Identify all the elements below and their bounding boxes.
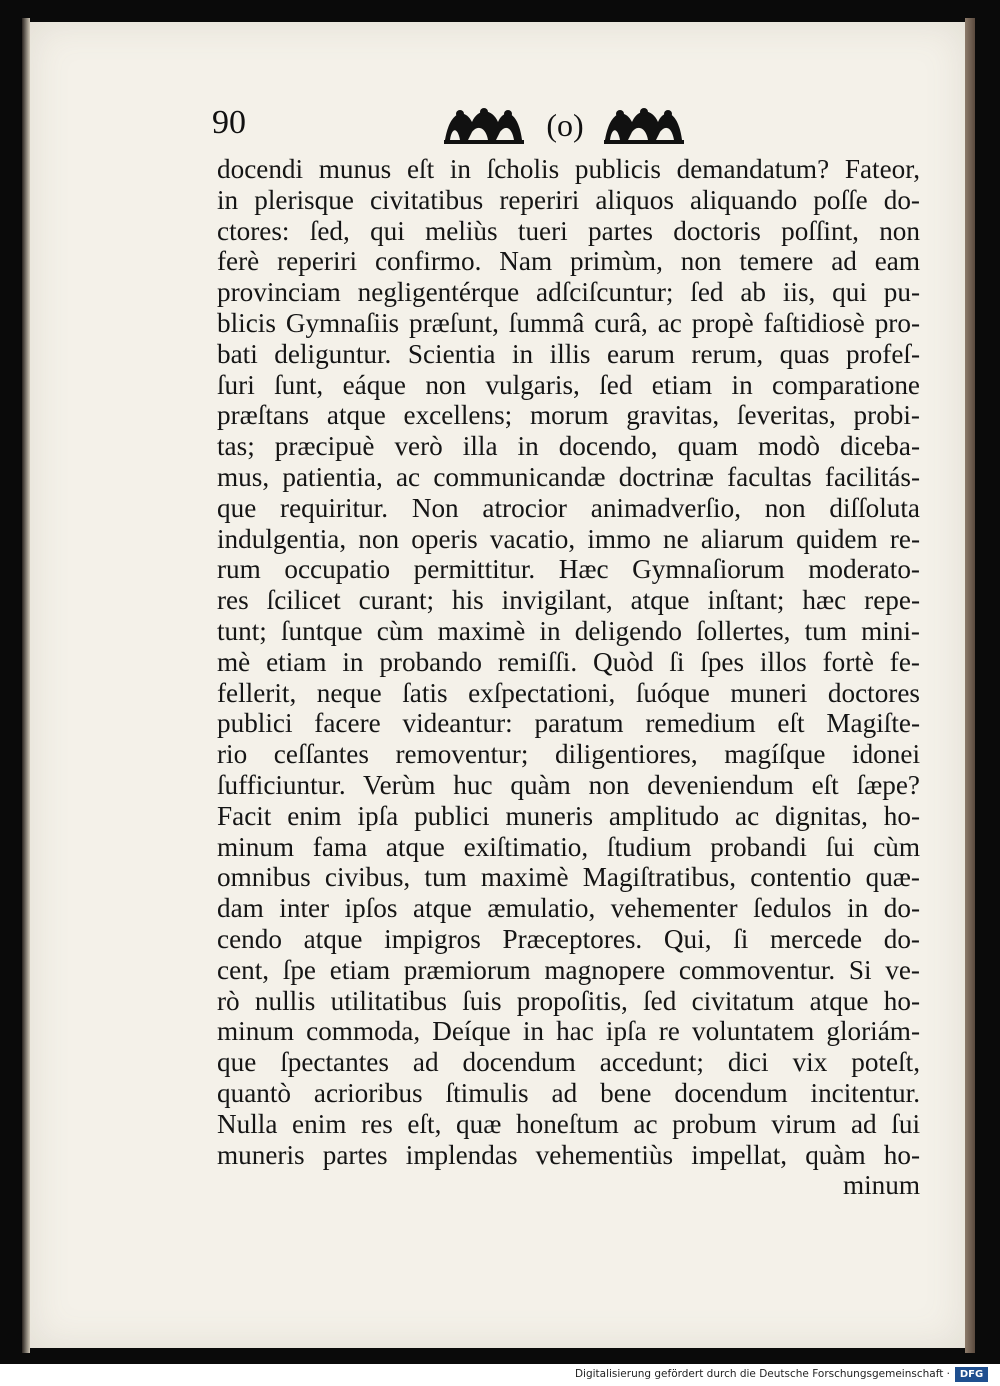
text-line: cent, ſpe etiam præmiorum magnopere commoventur. Si ve- [217,954,920,985]
text-line: mè etiam in probando remiſſi. Quòd ſi ſpes illos fortè fe- [217,646,920,677]
text-line: indulgentia, non operis vacatio, immo ne aliarum quidem re- [217,523,920,554]
page-edge [965,18,975,1353]
text-line: que requiritur. Non atrocior animadverſio, non diſſoluta [217,492,920,523]
text-line: præſtans atque excellens; morum gravitas, ſeveritas, probi- [217,400,920,431]
text-line: bati deliguntur. Scientia in illis earum rerum, quas profeſ- [217,338,920,369]
text-line: cendo atque impigros Præceptores. Qui, ſi mercede do- [217,923,920,954]
text-line: provinciam negligentérque adſciſcuntur; ſed ab iis, qui pu- [217,277,920,308]
header-ornament [440,100,690,148]
text-line: Nulla enim res eſt, quæ honeſtum ac probum virum ad ſui [217,1108,920,1139]
page-header [212,100,932,148]
text-line: omnibus civibus, tum maximè Magiſtratibus, contentio quæ- [217,862,920,893]
text-line: dam inter ipſos atque æmulatio, vehementer ſedulos in do- [217,893,920,924]
text-line: fellerit, neque ſatis exſpectationi, ſuóque muneri doctores [217,677,920,708]
text-line: que ſpectantes ad docendum accedunt; dici vix poteſt, [217,1047,920,1078]
text-line: Facit enim ipſa publici muneris amplitudo ac dignitas, ho- [217,800,920,831]
ornament-center: (o) [546,107,584,143]
text-line: ctores: ſed, qui meliùs tueri partes doctoris poſſint, non [217,215,920,246]
catchword: minum [842,1170,920,1201]
text-line: in plerisque civitatibus reperiri aliquos aliquando poſſe do- [217,184,920,215]
text-line: rum occupatio permittitur. Hæc Gymnaſiorum moderato- [217,554,920,585]
text-line: quantò acrioribus ſtimulis ad bene docendum incitentur. [217,1077,920,1108]
text-line: ſufficiuntur. Verùm huc quàm non deveniendum eſt ſæpe? [217,769,920,800]
text-line: tas; præcipuè verò illa in docendo, quam modò diceba- [217,431,920,462]
text-line: publici facere videantur: paratum remedium eſt Magiſte- [217,708,920,739]
dfg-logo-icon: DFG [955,1367,988,1382]
text-line: tunt; ſuntque cùm maximè in deligendo ſollertes, tum mini- [217,615,920,646]
ornament-right-icon [604,108,684,144]
footer-bar [0,1364,1000,1386]
text-line: minum fama atque exiſtimatio, ſtudium probandi ſui cùm [217,831,920,862]
text-line: muneris partes implendas vehementiùs impellat, quàm ho- [217,1139,920,1170]
text-line: minum commoda, Deíque in hac ipſa re voluntatem gloriám- [217,1016,920,1047]
text-line: ſuri ſunt, eáque non vulgaris, ſed etiam in comparatione [217,369,920,400]
ornament-left-icon [444,108,524,144]
text-line: blicis Gymnaſiis præſunt, ſummâ curâ, ac propè faſtidiosè pro- [217,307,920,338]
body-text [217,154,920,1201]
text-line: mus, patientia, ac communicandæ doctrinæ facultas facilitás- [217,461,920,492]
text-line: rò nullis utilitatibus ſuis propoſitis, ſed civitatum atque ho- [217,985,920,1016]
book-gutter [22,18,30,1353]
text-line: docendi munus eſt in ſcholis publicis demandatum? Fateor, [217,154,920,184]
page-number: 90 [212,104,246,141]
text-line: res ſcilicet curant; his invigilant, atque inſtant; hæc repe- [217,585,920,616]
funding-credit: Digitalisierung gefördert durch die Deutsche Forschungsgemeinschaft · [574,1368,950,1380]
text-line: ferè reperiri confirmo. Nam primùm, non temere ad eam [217,246,920,277]
text-line: rio ceſſantes removentur; diligentiores, magíſque idonei [217,739,920,770]
